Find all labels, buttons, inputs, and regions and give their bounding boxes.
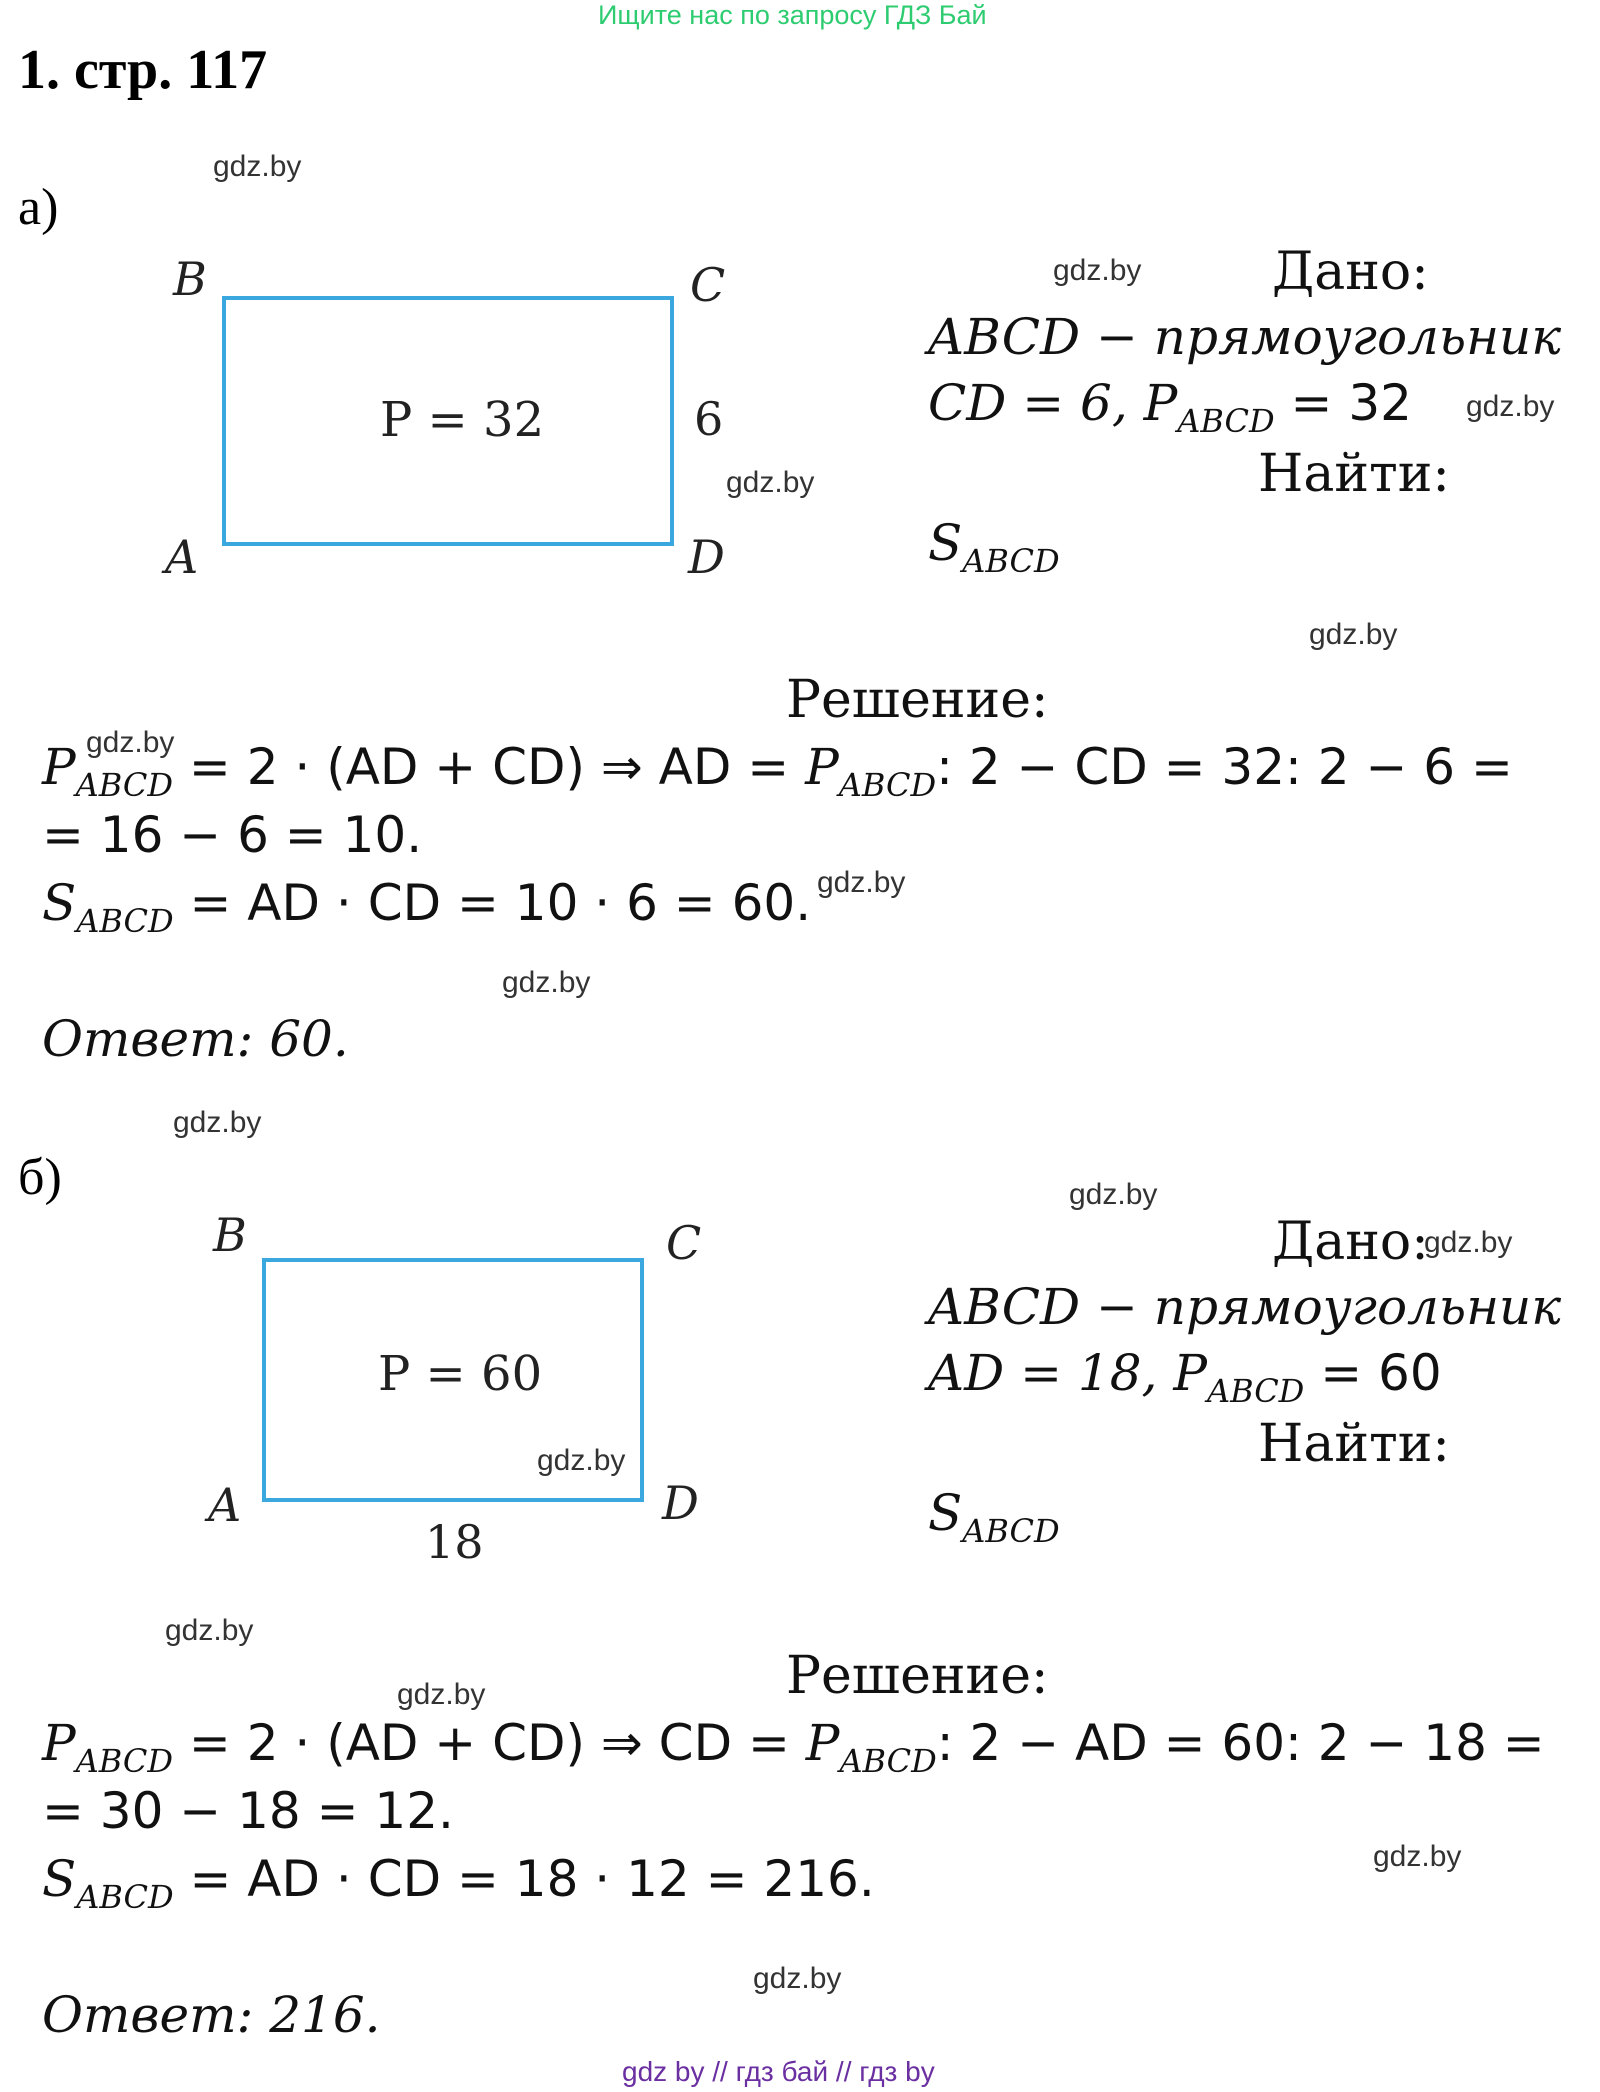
side-length-label-a: 6 [694, 392, 724, 446]
solution-line-1-a: $P_{ABCD} = 2 \cdot (AD + CD)$ ⇒ AD = $P_{ABCD}$: 2 − CD = 32: 2 − 6 = [42, 738, 1513, 804]
vertex-b-a: B [173, 252, 207, 306]
watermark: gdz.by [173, 1106, 262, 1139]
given-shape-b: ABCD − прямоугольник [928, 1278, 1562, 1336]
watermark: gdz.by [1466, 390, 1555, 423]
part-a-label: а) [18, 179, 59, 236]
watermark: gdz.by [86, 726, 175, 759]
watermark: gdz.by [1069, 1178, 1158, 1211]
solution-line-1-b: $P_{ABCD} = 2 \cdot (AD + CD)$ ⇒ CD = $P_{ABCD}$: 2 − AD = 60: 2 − 18 = [42, 1714, 1545, 1780]
side-length-label-b: 18 [425, 1515, 484, 1569]
watermark: gdz.by [1309, 618, 1398, 651]
page-title: 1. стр. 117 [18, 39, 268, 101]
footer-links[interactable]: gdz by // гдз бай // гдз by [622, 2056, 935, 2087]
watermark: gdz.by [165, 1614, 254, 1647]
watermark: gdz.by [726, 466, 815, 499]
watermark: gdz.by [817, 866, 906, 899]
vertex-d-b: D [662, 1476, 699, 1530]
perimeter-label-b: P = 60 [378, 1346, 543, 1402]
search-banner: Ищите нас по запросу ГДЗ Бай [598, 0, 987, 30]
given-title-b: Дано: [1272, 1212, 1429, 1272]
watermark: gdz.by [753, 1962, 842, 1995]
answer-a: Ответ: 60. [42, 1010, 349, 1068]
part-b-label: б) [18, 1149, 62, 1206]
watermark: gdz.by [502, 966, 591, 999]
watermark: gdz.by [537, 1444, 626, 1477]
watermark: gdz.by [1053, 254, 1142, 287]
answer-b: Ответ: 216. [42, 1986, 381, 2044]
find-target-a: $S_{ABCD}$ [928, 514, 1060, 580]
given-title-a: Дано: [1272, 242, 1429, 302]
solution-title-a: Решение: [786, 670, 1049, 730]
watermark: gdz.by [1424, 1226, 1513, 1259]
solution-line-3-a: $S_{ABCD}$ = AD · CD = 10 · 6 = 60. [42, 874, 812, 940]
solution-line-2-a: = 16 − 6 = 10. [42, 806, 423, 864]
find-title-b: Найти: [1258, 1414, 1450, 1474]
given-shape-a: ABCD − прямоугольник [928, 308, 1562, 366]
solution-title-b: Решение: [786, 1646, 1049, 1706]
vertex-a-a: A [165, 530, 199, 584]
given-values-a: CD = 6, $P_{ABCD} = 32$ [928, 374, 1412, 440]
perimeter-label-a: P = 32 [380, 392, 545, 448]
vertex-d-a: D [688, 530, 725, 584]
watermark: gdz.by [1373, 1840, 1462, 1873]
given-values-b: AD = 18, $P_{ABCD} = 60$ [928, 1344, 1442, 1410]
solution-line-2-b: = 30 − 18 = 12. [42, 1782, 454, 1840]
find-target-b: $S_{ABCD}$ [928, 1484, 1060, 1550]
solution-line-3-b: $S_{ABCD}$ = AD · CD = 18 · 12 = 216. [42, 1850, 875, 1916]
vertex-c-b: C [666, 1216, 702, 1270]
vertex-c-a: C [690, 258, 726, 312]
find-title-a: Найти: [1258, 444, 1450, 504]
watermark: gdz.by [213, 150, 302, 183]
watermark: gdz.by [397, 1678, 486, 1711]
vertex-a-b: A [208, 1478, 242, 1532]
vertex-b-b: B [213, 1208, 247, 1262]
